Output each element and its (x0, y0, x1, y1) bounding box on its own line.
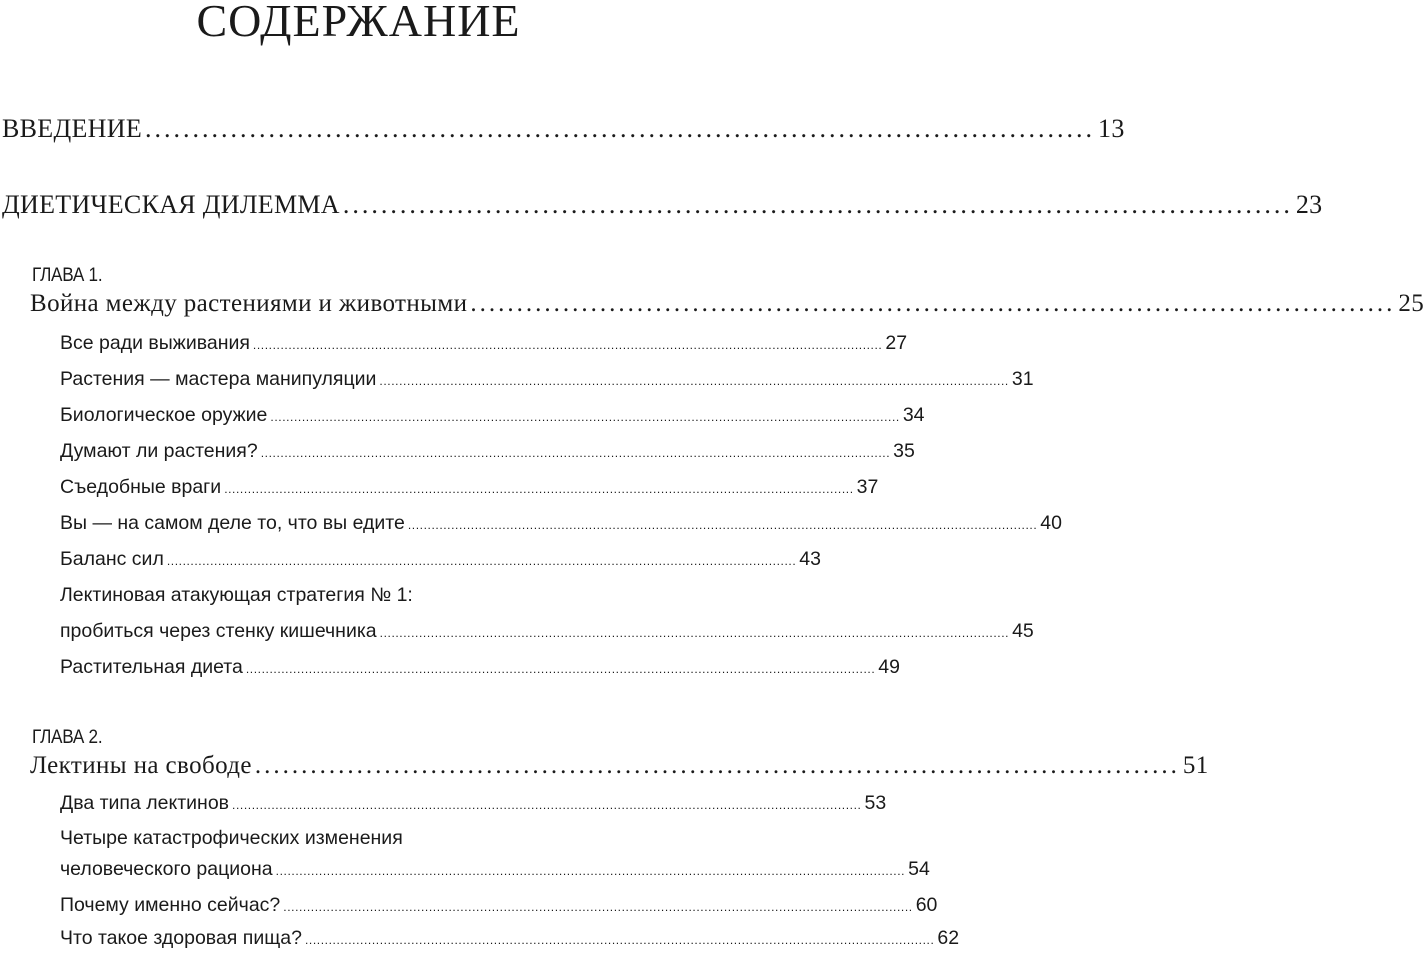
chapter-title: Война между растениями и животными (30, 290, 468, 317)
leader-dots: ................................................................................................................................................................ (270, 410, 900, 424)
subentry-page: 31 (1011, 368, 1034, 390)
leader-dots: ................................................................................................................................................................ (260, 446, 891, 460)
subentry-label: Растения — мастера манипуляции (60, 368, 377, 390)
subentry-page: 43 (799, 548, 821, 570)
subentry-label: Все ради выживания (60, 332, 250, 354)
subentry-page: 45 (1012, 620, 1034, 642)
toc-entry-introduction[interactable] (2, 114, 1125, 144)
toc-subentry[interactable] (60, 368, 1034, 391)
subentry-label: пробиться через стенку кишечника (60, 620, 377, 642)
leader-dots: ................................................................................................................................................................ (283, 900, 913, 914)
leader-dots: ................................................................................................................................................................ (275, 864, 906, 878)
toc-entry-page: 13 (1098, 114, 1125, 143)
chapter-page: 51 (1182, 752, 1209, 779)
subentry-label: Баланс сил (60, 548, 164, 570)
toc-subentry[interactable] (60, 792, 887, 815)
subentry-label: Съедобные враги (60, 476, 222, 498)
leader-dots: .................................................................................................... (470, 290, 1396, 317)
subentry-label: Растительная диета (60, 656, 243, 678)
subentry-page: 27 (885, 332, 908, 354)
toc-chapter-2[interactable] (30, 752, 1209, 780)
subentry-label: Биологическое оружие (60, 404, 268, 426)
subentry-label: человеческого рациона (60, 858, 273, 880)
subentry-page: 37 (856, 476, 879, 498)
subentry-label: Думают ли растения? (60, 440, 258, 462)
toc-subentry[interactable] (60, 512, 1062, 535)
leader-dots: ................................................................................................................................................................ (224, 482, 854, 496)
leader-dots: .................................................................................................... (342, 190, 1293, 219)
subentry-label: Что такое здоровая пища? (60, 927, 302, 949)
leader-dots: ................................................................................................................................................................ (407, 518, 1038, 532)
toc-chapter-1[interactable] (30, 290, 1424, 318)
toc-subentry[interactable] (60, 620, 1034, 643)
toc-subentry[interactable] (60, 332, 908, 355)
chapter-1-label: ГЛАВА 1. (32, 264, 103, 286)
toc-subentry[interactable] (60, 440, 915, 463)
toc-subentry[interactable] (60, 476, 879, 499)
subentry-page: 62 (937, 927, 960, 949)
toc-subentry[interactable] (60, 548, 821, 571)
page-title: СОДЕРЖАНИЕ (196, 0, 521, 46)
leader-dots: ................................................................................................................................................................ (379, 374, 1009, 388)
toc-subentry[interactable] (60, 894, 938, 917)
leader-dots: ................................................................................................................................................................ (166, 554, 797, 568)
chapter-2-label: ГЛАВА 2. (32, 726, 103, 748)
toc-entry-dietary-dilemma[interactable] (2, 190, 1323, 220)
subentry-page: 40 (1040, 512, 1062, 534)
leader-dots: .................................................................................................... (145, 114, 1096, 143)
subentry-label: Два типа лектинов (60, 792, 230, 814)
subentry-page: 49 (878, 656, 900, 678)
toc-entry-page: 23 (1295, 190, 1323, 219)
subentry-page: 54 (908, 858, 930, 880)
leader-dots: ................................................................................................................................................................ (245, 662, 876, 676)
subentry-page: 35 (893, 440, 915, 462)
leader-dots: ................................................................................................................................................................ (252, 338, 883, 352)
toc-subentry[interactable] (60, 404, 925, 427)
chapter-page: 25 (1398, 290, 1424, 317)
subentry-page: 60 (915, 894, 938, 916)
toc-subentry[interactable] (60, 858, 930, 881)
leader-dots: ................................................................................................................................................................ (379, 626, 1010, 640)
leader-dots: ................................................................................................................................................................ (232, 798, 862, 812)
leader-dots: .................................................................................................... (254, 752, 1180, 779)
subentry-page: 53 (864, 792, 887, 814)
subentry-page: 34 (902, 404, 925, 426)
leader-dots: ................................................................................................................................................................ (304, 933, 935, 947)
subentry-label-line1: Четыре катастрофических изменения (60, 827, 403, 849)
subentry-label: Вы — на самом деле то, что вы едите (60, 512, 405, 534)
toc-entry-label: ДИЕТИЧЕСКАЯ ДИЛЕММА (2, 190, 340, 219)
subentry-label: Почему именно сейчас? (60, 894, 281, 916)
chapter-title: Лектины на свободе (30, 752, 252, 779)
toc-subentry[interactable] (60, 927, 960, 950)
toc-subentry[interactable] (60, 656, 900, 679)
toc-entry-label: ВВЕДЕНИЕ (2, 114, 143, 143)
subentry-label-line1: Лектиновая атакующая стратегия № 1: (60, 584, 413, 606)
